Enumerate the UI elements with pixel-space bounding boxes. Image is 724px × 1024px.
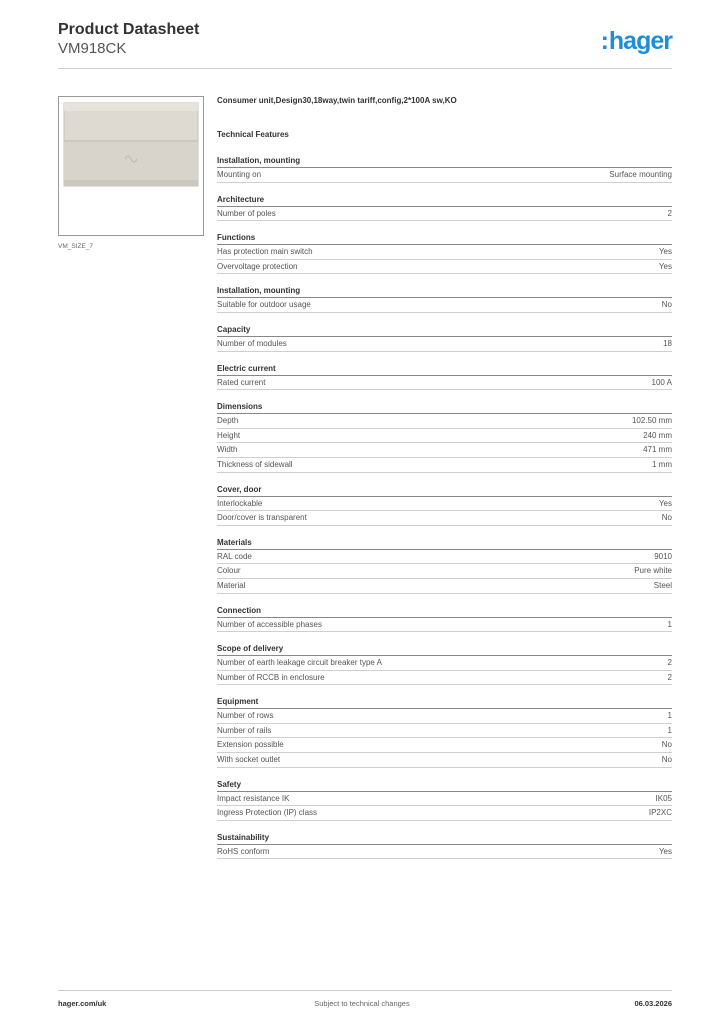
feature-value: 240 mm	[643, 430, 672, 440]
feature-row	[217, 753, 672, 768]
feature-label: Width	[217, 445, 238, 455]
group-title: Sustainability	[217, 831, 672, 845]
feature-value: Surface mounting	[609, 170, 672, 179]
feature-value: 2	[667, 672, 672, 682]
feature-label: Rated current	[217, 377, 266, 387]
feature-label: Ingress Protection (IP) class	[217, 808, 318, 818]
feature-group	[217, 284, 672, 313]
feature-label: Number of rails	[217, 725, 272, 735]
feature-row	[217, 511, 672, 526]
group-title: Capacity	[217, 323, 672, 337]
group-title: Safety	[217, 778, 672, 792]
product-code: VM918CK	[58, 40, 127, 57]
feature-label: Extension possible	[217, 740, 284, 750]
feature-value: No	[661, 755, 672, 765]
group-title: Functions	[217, 231, 672, 245]
footer-date: 06.03.2026	[634, 999, 672, 1008]
feature-label: Mounting on	[217, 170, 262, 179]
feature-value: 2	[667, 658, 672, 668]
group-title: Equipment	[217, 695, 672, 709]
feature-row	[217, 806, 672, 821]
header-divider	[58, 68, 672, 69]
group-title: Installation, mounting	[217, 284, 672, 298]
feature-value: Yes	[658, 498, 672, 508]
feature-value: IK05	[655, 793, 672, 803]
technical-features-heading: Technical Features	[217, 130, 289, 139]
group-title: Installation, mounting	[217, 154, 672, 168]
feature-label: Number of RCCB in enclosure	[217, 672, 325, 682]
datasheet-content	[217, 95, 672, 859]
feature-value: 1	[667, 725, 672, 735]
feature-value: 1 mm	[652, 459, 672, 469]
feature-row	[217, 724, 672, 739]
feature-label: Number of rows	[217, 711, 274, 721]
feature-group	[217, 193, 672, 222]
feature-row	[217, 656, 672, 671]
feature-group	[217, 778, 672, 821]
feature-label: Number of modules	[217, 338, 287, 348]
feature-label: Door/cover is transparent	[217, 513, 307, 523]
consumer-unit-image	[59, 97, 203, 235]
feature-value: Yes	[658, 247, 672, 257]
group-title: Architecture	[217, 193, 672, 207]
feature-row	[217, 618, 672, 633]
feature-row	[217, 414, 672, 429]
group-title: Dimensions	[217, 400, 672, 414]
feature-row	[217, 260, 672, 275]
feature-label: RoHS conform	[217, 846, 270, 856]
feature-group	[217, 604, 672, 633]
feature-group	[217, 536, 672, 594]
feature-row	[217, 671, 672, 686]
feature-label: Material	[217, 580, 246, 590]
group-title: Electric current	[217, 362, 672, 376]
feature-group	[217, 400, 672, 472]
feature-value: Pure white	[634, 566, 672, 576]
feature-value: 2	[667, 208, 672, 218]
feature-value: No	[661, 300, 672, 310]
feature-label: Colour	[217, 566, 241, 576]
group-title: Connection	[217, 604, 672, 618]
feature-group	[217, 831, 672, 860]
feature-value: Yes	[658, 261, 672, 271]
feature-label: RAL code	[217, 551, 252, 561]
footer-divider	[58, 990, 672, 991]
feature-row	[217, 792, 672, 807]
feature-value: Steel	[653, 580, 672, 590]
feature-value: 471 mm	[643, 445, 672, 455]
product-image	[58, 96, 204, 236]
feature-group	[217, 642, 672, 685]
feature-row	[217, 443, 672, 458]
feature-row	[217, 550, 672, 565]
feature-row	[217, 337, 672, 352]
feature-value: 100 A	[651, 377, 672, 387]
feature-label: Impact resistance IK	[217, 793, 290, 803]
group-title: Scope of delivery	[217, 642, 672, 656]
feature-row	[217, 168, 672, 183]
feature-row	[217, 564, 672, 579]
footer-website[interactable]: hager.com/uk	[58, 999, 107, 1008]
feature-row	[217, 579, 672, 594]
feature-value: 1	[667, 619, 672, 629]
feature-label: With socket outlet	[217, 755, 281, 765]
feature-label: Suitable for outdoor usage	[217, 300, 311, 310]
feature-label: Overvoltage protection	[217, 261, 298, 271]
feature-group	[217, 323, 672, 352]
feature-row	[217, 497, 672, 512]
feature-row	[217, 458, 672, 473]
feature-group	[217, 483, 672, 526]
feature-label: Number of accessible phases	[217, 619, 322, 629]
footer-disclaimer: Subject to technical changes	[314, 999, 410, 1008]
product-description: Consumer unit,Design30,18way,twin tariff,config,2*100A sw,KO	[217, 96, 457, 105]
group-title: Cover, door	[217, 483, 672, 497]
feature-value: IP2XC	[648, 808, 672, 818]
feature-row	[217, 376, 672, 391]
feature-group	[217, 154, 672, 183]
page-title: Product Datasheet	[58, 21, 200, 38]
feature-group	[217, 231, 672, 274]
logo-text: hager	[608, 27, 672, 55]
feature-label: Thickness of sidewall	[217, 459, 293, 469]
feature-label: Height	[217, 430, 241, 440]
feature-value: No	[661, 740, 672, 750]
feature-row	[217, 207, 672, 222]
hager-logo	[601, 27, 672, 56]
feature-value: No	[661, 513, 672, 523]
feature-row	[217, 709, 672, 724]
feature-label: Number of earth leakage circuit breaker type A	[217, 658, 382, 668]
feature-row	[217, 845, 672, 860]
group-title: Materials	[217, 536, 672, 550]
feature-row	[217, 738, 672, 753]
feature-groups	[217, 154, 672, 859]
feature-value: 18	[663, 338, 672, 348]
feature-row	[217, 245, 672, 260]
logo-colon-icon: :	[600, 27, 608, 55]
feature-value: Yes	[658, 846, 672, 856]
feature-group	[217, 695, 672, 767]
feature-value: 1	[667, 711, 672, 721]
feature-row	[217, 429, 672, 444]
feature-label: Has protection main switch	[217, 247, 313, 257]
image-caption: VM_SIZE_7	[58, 243, 94, 250]
feature-label: Interlockable	[217, 498, 263, 508]
feature-value: 102.50 mm	[631, 416, 672, 426]
feature-row	[217, 298, 672, 313]
feature-group	[217, 362, 672, 391]
feature-label: Depth	[217, 416, 239, 426]
feature-label: Number of poles	[217, 208, 276, 218]
feature-value: 9010	[654, 551, 672, 561]
